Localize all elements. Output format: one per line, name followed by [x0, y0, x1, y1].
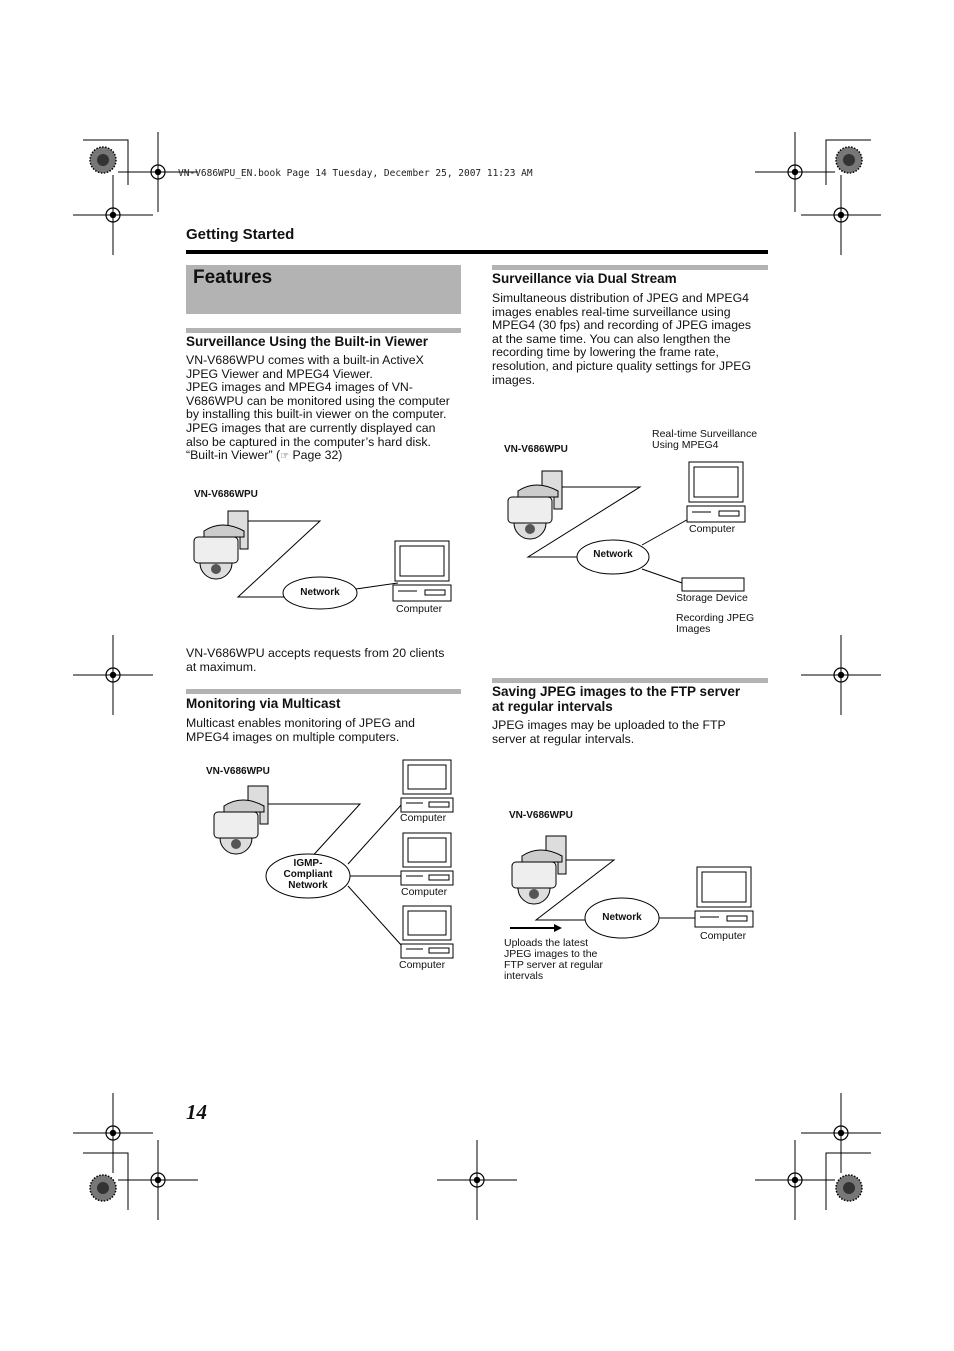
camera-label: VN-V686WPU: [194, 489, 258, 500]
computer-icon: [401, 760, 453, 812]
camera-label: VN-V686WPU: [509, 810, 573, 821]
dome-camera-icon: [512, 836, 566, 904]
computer-icon: [393, 541, 451, 601]
computer-label: Computer: [401, 886, 448, 898]
computer-icon: [401, 833, 453, 885]
subsection-rule: [492, 265, 768, 270]
computer-label: Computer: [400, 812, 447, 824]
igmp-network-label: [272, 858, 344, 891]
computer-label: Computer: [700, 930, 747, 942]
computer-icon: [687, 462, 745, 522]
ftp-title: [492, 684, 740, 714]
registration-target-icon: [73, 635, 153, 715]
subsection-rule: [186, 689, 461, 694]
registration-star-icon: [836, 147, 862, 173]
body-line: at maximum.: [186, 659, 257, 674]
body-line: VN-V686WPU accepts requests from 20 clients: [186, 646, 445, 660]
label-line: Images: [676, 623, 711, 635]
ref-prefix: “Built-in Viewer” (: [186, 448, 281, 463]
label-line: Compliant: [283, 869, 333, 880]
computer-label: Computer: [399, 959, 446, 971]
network-label: Network: [602, 912, 642, 923]
registration-target-icon: [801, 635, 881, 715]
dual-stream-title: Surveillance via Dual Stream: [492, 271, 677, 286]
title-line: at regular intervals: [492, 699, 613, 714]
body-line: resolution, and picture quality settings for JPEG: [492, 358, 752, 373]
builtin-viewer-footer: [186, 647, 466, 674]
body-line: JPEG images and MPEG4 images of VN-: [186, 380, 413, 395]
computer-label: Computer: [689, 523, 736, 535]
body-line: VN-V686WPU comes with a built-in ActiveX: [186, 353, 424, 367]
registration-target-icon: [801, 175, 881, 255]
title-line: Saving JPEG images to the FTP server: [492, 684, 741, 699]
builtin-viewer-title: Surveillance Using the Built-in Viewer: [186, 334, 429, 349]
body-line: server at regular intervals.: [492, 731, 635, 746]
computer-label: Computer: [396, 603, 443, 615]
body-line: Multicast enables monitoring of JPEG and: [186, 716, 415, 730]
body-line: at the same time. You can also lengthen the: [492, 331, 731, 346]
body-line: V686WPU can be monitored using the computer: [186, 393, 450, 408]
body-line: images.: [492, 372, 536, 387]
label-line: Recording JPEG: [676, 612, 755, 624]
network-label: Network: [593, 549, 633, 560]
label-line: Using MPEG4: [652, 439, 719, 451]
body-line: JPEG Viewer and MPEG4 Viewer.: [186, 366, 373, 381]
realtime-label: [652, 429, 757, 451]
subsection-rule: [186, 328, 461, 333]
registration-star-icon: [90, 1175, 116, 1201]
label-line: intervals: [504, 970, 544, 982]
section-heading: Getting Started: [186, 226, 295, 243]
recording-label: [676, 613, 754, 635]
registration-star-icon: [836, 1175, 862, 1201]
computer-icon: [695, 867, 753, 927]
arrow-right-icon: [554, 924, 562, 932]
registration-target-icon: [755, 1140, 835, 1220]
features-title-box: [186, 265, 461, 314]
registration-target-icon: [73, 175, 153, 255]
builtin-viewer-body: [186, 354, 466, 464]
camera-label: VN-V686WPU: [504, 444, 568, 455]
multicast-body: [186, 717, 466, 744]
registration-target-icon: [73, 1093, 153, 1173]
builtin-viewer-diagram: [186, 505, 466, 635]
label-line: Real-time Surveillance: [652, 428, 758, 440]
storage-device-icon: [682, 578, 744, 591]
reference-hand-icon: ☞: [280, 451, 290, 463]
multicast-title: Monitoring via Multicast: [186, 696, 341, 711]
body-line: recording time by lowering the frame rate,: [492, 345, 719, 360]
dual-stream-body: [492, 292, 772, 387]
dome-camera-icon: [214, 786, 268, 854]
page-number: 14: [186, 1100, 207, 1124]
label-line: Network: [288, 880, 328, 891]
dome-camera-icon: [508, 471, 562, 539]
upload-label: [504, 938, 603, 982]
ref-suffix: Page 32): [289, 448, 343, 463]
header-rule: [186, 250, 768, 254]
body-line: MPEG4 images on multiple computers.: [186, 729, 400, 744]
label-line: JPEG images to the: [504, 948, 598, 960]
file-info-line: VN-V686WPU_EN.book Page 14 Tuesday, December 25, 2007 11:23 AM: [178, 168, 533, 179]
dome-camera-icon: [194, 511, 248, 579]
body-line: JPEG images that are currently displayed can: [186, 420, 436, 435]
registration-target-icon: [801, 1093, 881, 1173]
body-line: images enables real-time surveillance using: [492, 304, 731, 319]
registration-target-icon: [118, 1140, 198, 1220]
registration-target-icon: [755, 132, 835, 212]
body-line: also be captured in the computer’s hard disk.: [186, 434, 431, 449]
computer-icon: [401, 906, 453, 958]
storage-device-label: Storage Device: [676, 592, 748, 604]
camera-label: VN-V686WPU: [206, 766, 270, 777]
network-label: Network: [300, 587, 340, 598]
label-line: FTP server at regular: [504, 959, 604, 971]
body-line: by installing this built-in viewer on the computer.: [186, 407, 447, 422]
body-line: JPEG images may be uploaded to the FTP: [492, 718, 726, 732]
label-line: Uploads the latest: [504, 937, 589, 949]
ftp-body: [492, 719, 772, 746]
subsection-rule: [492, 678, 768, 683]
registration-star-icon: [90, 147, 116, 173]
page-title: Features: [193, 267, 273, 288]
body-line: MPEG4 (30 fps) and recording of JPEG images: [492, 318, 752, 333]
reference-line: [186, 449, 466, 464]
label-line: IGMP-: [293, 858, 323, 869]
registration-target-icon: [437, 1140, 517, 1220]
body-line: Simultaneous distribution of JPEG and MPEG4: [492, 291, 749, 305]
